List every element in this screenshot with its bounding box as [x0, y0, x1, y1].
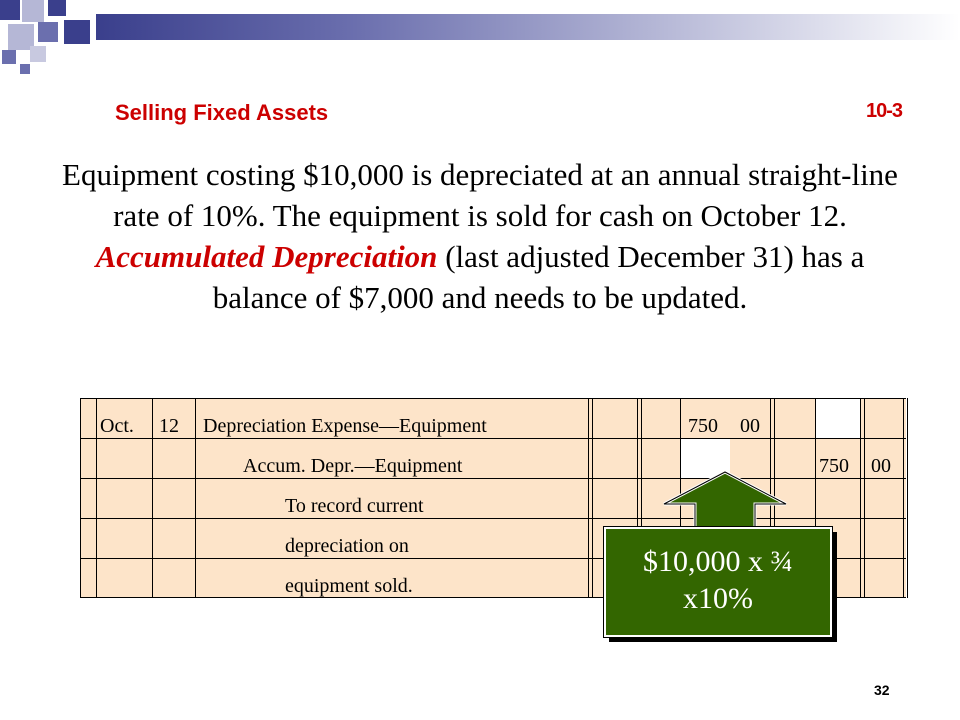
calculation-callout: [604, 527, 832, 637]
date-day: 12: [159, 415, 179, 437]
callout-line-2: x10%: [683, 582, 753, 615]
page-number: 32: [874, 682, 890, 698]
callout-line-1: $10,000 x ¾: [643, 545, 793, 578]
explanation-line: equipment sold.: [285, 575, 413, 597]
paragraph-part-2: (last adjusted December 31) has a balance of $7,000 and needs to be updated.: [212, 239, 865, 315]
debit-cents: 00: [740, 415, 760, 437]
slide-code: 10-3: [866, 100, 903, 122]
slide-title: Selling Fixed Assets: [115, 100, 329, 125]
credit-dollars: 750: [819, 455, 849, 477]
paragraph-emphasis: Accumulated Depreciation: [95, 239, 438, 274]
paragraph-part-1: Equipment costing $10,000 is depreciated at an annual straight-line rate of 10%. The equipment is sold for cash on October 12.: [62, 157, 898, 233]
explanation-line: depreciation on: [285, 535, 409, 557]
date-month: Oct.: [100, 415, 134, 437]
debit-dollars: 750: [688, 415, 718, 437]
credit-cents: 00: [871, 455, 891, 477]
account-title: Depreciation Expense—Equipment: [203, 415, 487, 437]
explanation-line: To record current: [285, 495, 424, 517]
problem-paragraph: [60, 154, 900, 318]
account-title: Accum. Depr.—Equipment: [243, 455, 463, 477]
